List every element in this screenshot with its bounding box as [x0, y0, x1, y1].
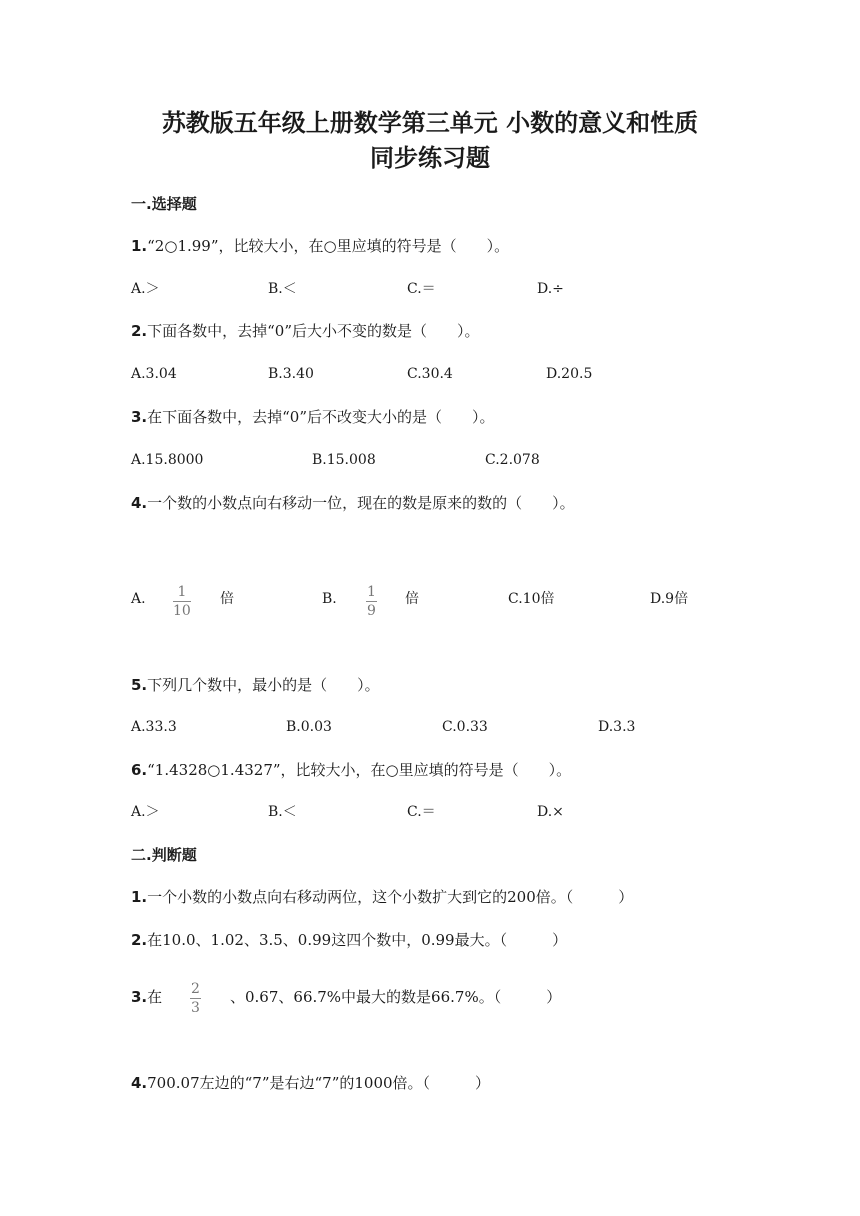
page-subtitle: 同步练习题 — [370, 144, 490, 172]
question-number: 6. — [131, 761, 148, 779]
question-number: 2. — [131, 931, 148, 949]
option-d: D.3.3 — [598, 719, 636, 735]
section-heading-choice: 一.选择题 — [131, 195, 197, 213]
question-number: 4. — [131, 494, 148, 512]
judge-question-3 — [131, 986, 162, 1008]
option-b: B.＜ — [268, 281, 297, 297]
question-text: 下列几个数中，最小的是（ ）。 — [147, 676, 380, 694]
option-c: C.＝ — [407, 804, 436, 820]
question-number: 5. — [131, 676, 148, 694]
fraction-numerator: 1 — [177, 584, 187, 600]
option-c: C.10倍 — [508, 591, 555, 607]
judge-question-3-text: 、0.67、66.7%中最大的数是66.7%。（ ） — [230, 988, 562, 1006]
option-a-unit: 倍 — [220, 591, 234, 607]
option-a: A.3.04 — [131, 366, 177, 382]
choice-question-6 — [131, 759, 571, 781]
option-b: B.3.40 — [268, 366, 314, 382]
option-d: D.× — [537, 804, 564, 820]
option-a-fraction — [173, 584, 191, 619]
option-c: C.30.4 — [407, 366, 453, 382]
question-number: 1. — [131, 237, 148, 255]
question-text: 一个小数的小数点向右移动两位，这个小数扩大到它的200倍。（ ） — [147, 888, 634, 906]
choice-question-3 — [131, 406, 495, 428]
question-number: 3. — [131, 408, 148, 426]
choice-question-2 — [131, 320, 480, 342]
question-prefix: 在 — [147, 988, 163, 1006]
section-heading-judge: 二.判断题 — [131, 846, 197, 864]
judge-question-4 — [131, 1072, 490, 1094]
option-d: D.÷ — [537, 281, 564, 297]
choice-question-4 — [131, 492, 575, 514]
choice-question-5 — [131, 674, 380, 696]
question-text: “1.4328○1.4327”，比较大小，在○里应填的符号是（ ）。 — [147, 761, 572, 779]
judge-question-1 — [131, 886, 633, 908]
question-text: 700.07左边的“7”是右边“7”的1000倍。（ ） — [147, 1074, 491, 1092]
choice-question-1 — [131, 235, 509, 257]
option-a: A.＞ — [131, 281, 160, 297]
fraction-numerator: 2 — [191, 981, 200, 997]
option-c: C.2.078 — [485, 452, 540, 468]
question-text: 一个数的小数点向右移动一位，现在的数是原来的数的（ ）。 — [147, 494, 575, 512]
option-a: A.33.3 — [131, 719, 177, 735]
question-number: 3. — [131, 988, 148, 1006]
question-text: 在下面各数中，去掉“0”后不改变大小的是（ ）。 — [147, 408, 495, 426]
question-number: 1. — [131, 888, 148, 906]
option-c: C.＝ — [407, 281, 436, 297]
option-c: C.0.33 — [442, 719, 488, 735]
question-number: 2. — [131, 322, 148, 340]
page-title: 苏教版五年级上册数学第三单元 小数的意义和性质 — [161, 109, 699, 137]
question-number: 4. — [131, 1074, 148, 1092]
option-a: A.15.8000 — [131, 452, 204, 468]
option-d: D.9倍 — [650, 591, 689, 607]
option-a-label: A. — [131, 591, 146, 607]
option-b-unit: 倍 — [405, 591, 419, 607]
fraction-denominator: 3 — [191, 1000, 200, 1016]
question-text: 在10.0、1.02、3.5、0.99这四个数中，0.99最大。（ ） — [147, 931, 568, 949]
fraction-bar — [173, 601, 191, 602]
fraction-numerator: 1 — [367, 584, 376, 600]
option-d: D.20.5 — [546, 366, 593, 382]
question-text: “2○1.99”，比较大小，在○里应填的符号是（ ）。 — [147, 237, 510, 255]
option-b-label: B. — [322, 591, 337, 607]
question-text: 下面各数中，去掉“0”后大小不变的数是（ ）。 — [147, 322, 480, 340]
judge-question-2 — [131, 929, 567, 951]
fraction-denominator: 9 — [367, 603, 376, 619]
option-b: B.15.008 — [312, 452, 376, 468]
fraction-bar — [366, 601, 377, 602]
option-b: B.＜ — [268, 804, 297, 820]
option-a: A.＞ — [131, 804, 160, 820]
judge-3-fraction — [190, 981, 201, 1016]
option-b: B.0.03 — [286, 719, 332, 735]
fraction-bar — [190, 998, 201, 999]
option-b-fraction — [366, 584, 377, 619]
fraction-denominator: 10 — [173, 603, 191, 619]
